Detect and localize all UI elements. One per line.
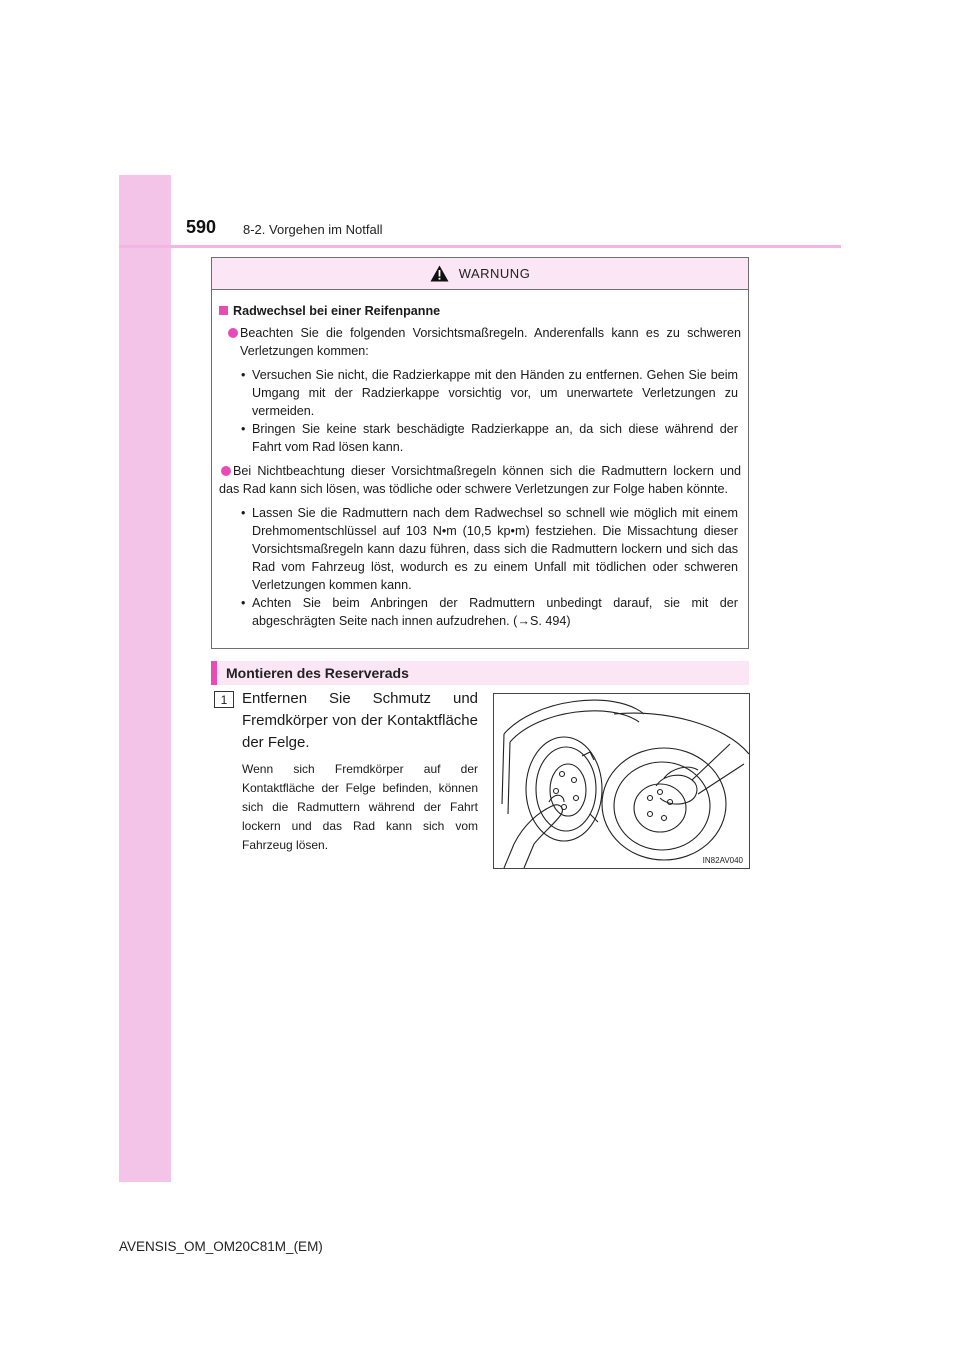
warning-bullet-2 <box>219 462 741 498</box>
warning-section-title <box>219 302 741 320</box>
side-tab-band <box>119 175 171 1182</box>
warning-bullet-1-text: Beachten Sie die folgenden Vorsichtsmaßregeln. Anderenfalls kann es zu schweren Verletzungen kommen: <box>240 326 741 358</box>
warning-title: WARNUNG <box>458 266 531 281</box>
warning-body <box>212 290 748 630</box>
dot-bullet-icon: • <box>241 506 246 520</box>
square-bullet-icon <box>219 306 228 315</box>
list-item <box>241 504 738 594</box>
warning-box <box>211 257 749 649</box>
list-item-text: Lassen Sie die Radmuttern nach dem Radwechsel so schnell wie möglich mit einem Drehmomentschlüssel auf 103 N•m (10,5 kp•m) festziehen. Die Missachtung dieser Vorsichtsmaßregeln kann dazu führen, dass sich die Radmuttern lockern und sich das Rad vom Fahrzeug löst, wodurch es zu einem Unfall mit tödlichen oder schweren Verletzungen kommen kann. <box>252 506 738 592</box>
header-divider <box>119 245 841 248</box>
footer-model-code: AVENSIS_OM_OM20C81M_(EM) <box>119 1239 323 1254</box>
round-bullet-icon <box>228 328 238 338</box>
dot-bullet-icon: • <box>241 422 246 436</box>
figure-code: IN82AV040 <box>702 856 743 865</box>
warning-sublist-2 <box>241 504 741 630</box>
step-note: Wenn sich Fremdkörper auf der Kontaktfläche der Felge befinden, können sich die Radmuttern während der Fahrt lockern und das Rad kann sich vom Fahrzeug lösen. <box>242 762 478 852</box>
list-item-text: Achten Sie beim Anbringen der Radmuttern unbedingt darauf, sie mit der abgeschrägten Seite nach innen aufzudrehen. (→S. 494) <box>252 596 738 628</box>
list-item <box>241 420 738 456</box>
round-bullet-icon <box>221 466 231 476</box>
list-item-text: Versuchen Sie nicht, die Radzierkappe mit den Händen zu entfernen. Gehen Sie beim Umgang mit der Radzierkappe vorsichtig vor, um unerwartete Verletzungen zu vermeiden. <box>252 368 738 418</box>
list-item <box>241 594 738 630</box>
warning-sublist-1 <box>241 366 741 456</box>
list-item-text: Bringen Sie keine stark beschädigte Radzierkappe an, da sich diese während der Fahrt vom Rad lösen kann. <box>252 422 738 454</box>
step-instruction: Entfernen Sie Schmutz und Fremdkörper von der Kontaktfläche der Felge. <box>242 690 478 751</box>
warning-header <box>212 258 748 290</box>
warning-triangle-icon <box>430 265 449 282</box>
step-number-badge: 1 <box>214 691 234 708</box>
dot-bullet-icon: • <box>241 596 246 610</box>
list-item <box>241 366 738 420</box>
dot-bullet-icon: • <box>241 368 246 382</box>
wheel-illustration-drawing <box>494 694 749 868</box>
page-number: 590 <box>186 217 217 237</box>
warning-section-title-text: Radwechsel bei einer Reifenpanne <box>233 304 441 318</box>
section-heading-text: Montieren des Reserverads <box>226 665 409 681</box>
wheel-cleaning-illustration <box>493 693 750 869</box>
warning-bullet-2-text: Bei Nichtbeachtung dieser Vorsichtmaßregeln können sich die Radmuttern lockern und das Rad kann sich lösen, was tödliche oder schwere Verletzungen zur Folge haben könnte. <box>219 464 741 496</box>
section-heading <box>211 661 749 685</box>
warning-bullet-1 <box>226 324 741 360</box>
breadcrumb: 8-2. Vorgehen im Notfall <box>243 222 383 237</box>
